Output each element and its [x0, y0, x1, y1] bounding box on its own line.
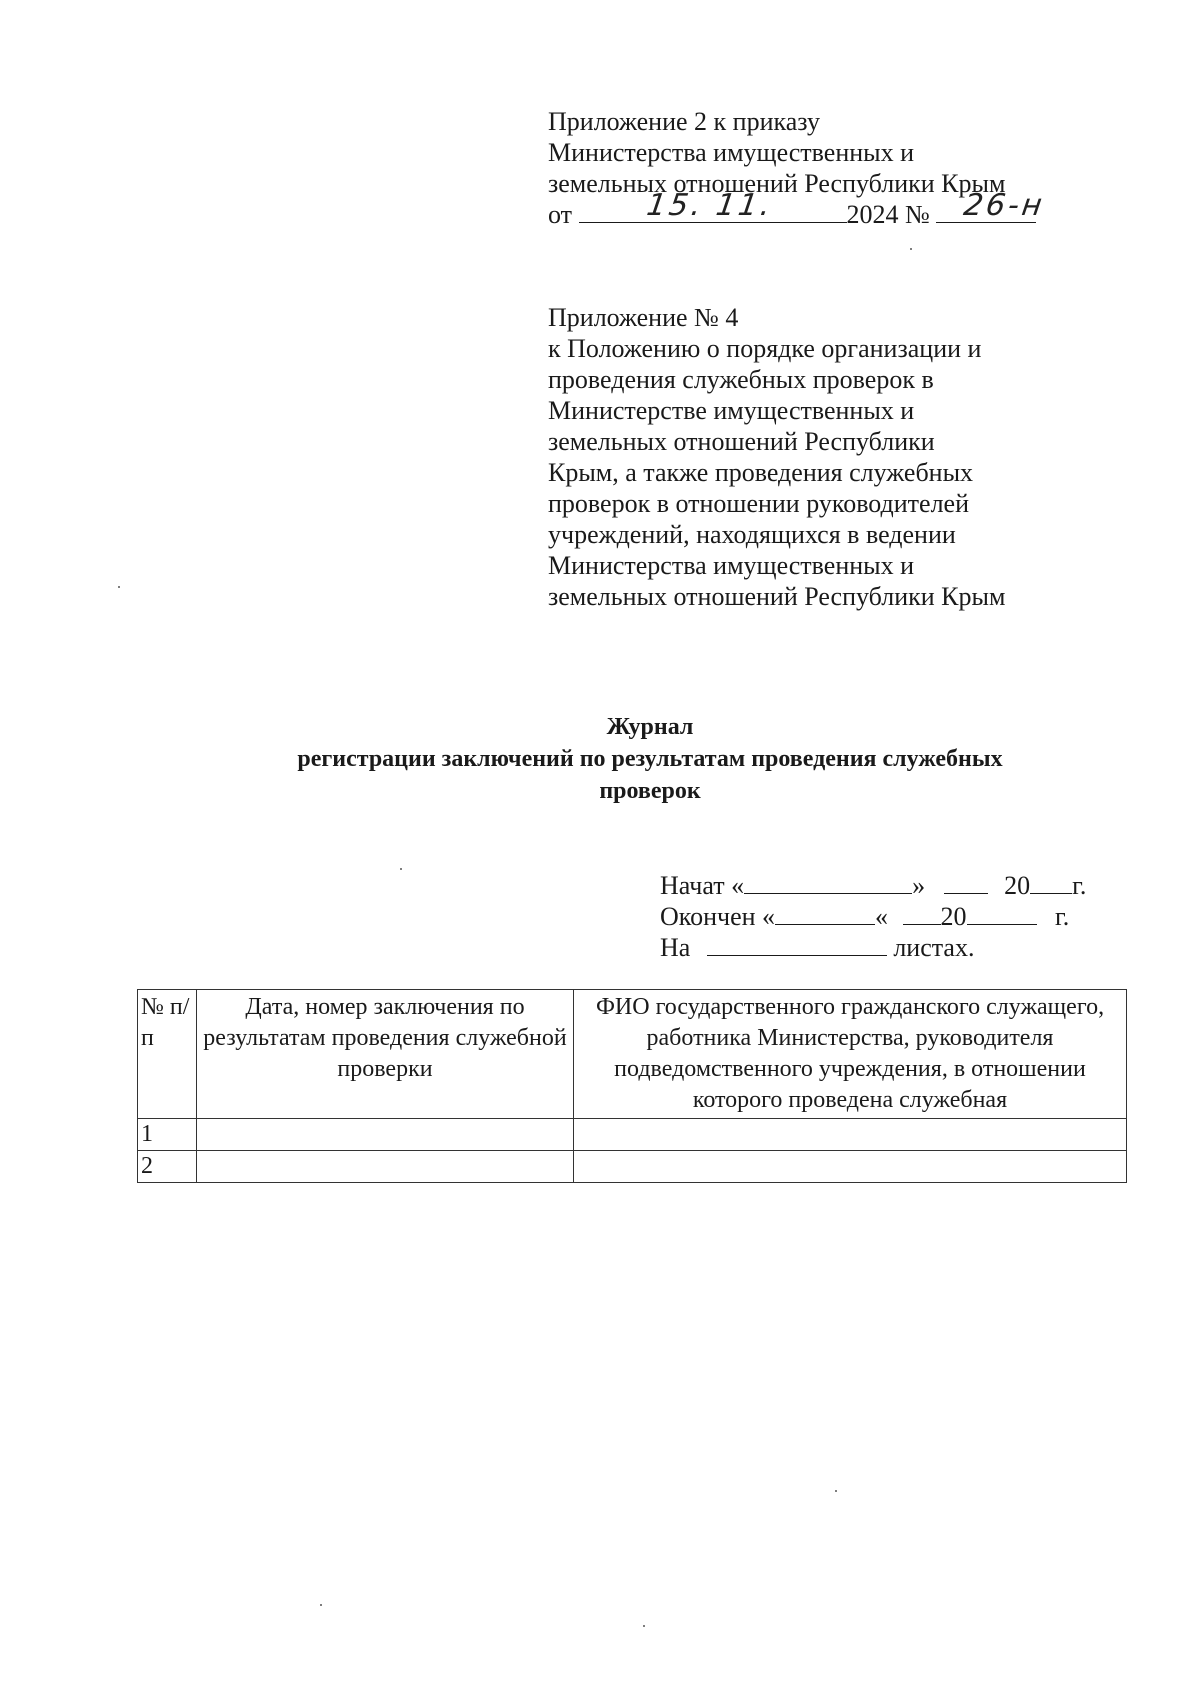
journal-table [137, 989, 1127, 1183]
order-date-line [548, 188, 1108, 230]
row-number: 2 [138, 1151, 197, 1183]
appendix-4-line: проведения служебных проверок в [548, 365, 934, 394]
appendix-2-line-3: земельных отношений Республики Крым [548, 169, 1006, 198]
row-date-number [197, 1119, 574, 1151]
started-quote-close: » [912, 871, 926, 900]
sheets-count-field [707, 933, 887, 956]
appendix-4-line: проверок в отношении руководителей [548, 489, 970, 518]
header-number: № п/п [138, 990, 197, 1119]
started-blank-field [944, 871, 988, 894]
appendix-4-line: земельных отношений Республики Крым [548, 582, 1006, 611]
started-year-suffix: г. [1072, 871, 1087, 900]
started-year-field [1030, 871, 1072, 894]
table-header-row [138, 990, 1127, 1119]
scan-speck [320, 1604, 322, 1606]
scan-speck [910, 248, 912, 250]
row-date-number [197, 1151, 574, 1183]
row-number: 1 [138, 1119, 197, 1151]
row-employee [574, 1151, 1127, 1183]
started-century: 20 [1004, 871, 1031, 900]
appendix-4-line: к Положению о порядке организации и [548, 334, 982, 363]
ended-day-field [775, 902, 875, 925]
scan-speck [835, 1490, 837, 1492]
scan-speck [643, 1625, 645, 1627]
appendix-4-line: Министерства имущественных и [548, 551, 915, 580]
ended-quote-close: « [875, 902, 889, 931]
ended-month-field [903, 902, 941, 925]
ended-year-field [967, 902, 1037, 925]
appendix-4-line: земельных отношений Республики [548, 427, 935, 456]
table-row [138, 1151, 1127, 1183]
ended-row [660, 901, 1086, 932]
started-row [660, 870, 1086, 901]
header-employee: ФИО государственного гражданского служащего, работника Министерства, руководителя подведомственного учреждения, в отношении которого проведена служебная [574, 990, 1127, 1119]
scan-speck [118, 586, 120, 588]
table-row [138, 1119, 1127, 1151]
appendix-2-line-2: Министерства имущественных и [548, 138, 915, 167]
journal-subtitle-line-1: регистрации заключений по результатам проведения служебных [297, 746, 1003, 772]
handwritten-order-number: 26-н [961, 188, 1048, 223]
order-date-field [579, 188, 847, 223]
appendix-2-line-1: Приложение 2 к приказу [548, 107, 821, 136]
appendix-4-line: Министерстве имущественных и [548, 396, 915, 425]
row-employee [574, 1119, 1127, 1151]
order-number-field [936, 188, 1048, 223]
started-day-month-field [744, 871, 912, 894]
ended-century: 20 [940, 902, 967, 931]
from-label: от [548, 200, 573, 229]
journal-subtitle-line-2: проверок [599, 778, 701, 804]
appendix-4-header [548, 302, 1108, 612]
handwritten-date: 15. 11. [644, 188, 775, 223]
appendix-2-header [548, 106, 1108, 230]
started-label: Начат « [660, 871, 745, 900]
ended-year-suffix: г. [1055, 902, 1070, 931]
appendix-4-line: Крым, а также проведения служебных [548, 458, 974, 487]
journal-period [660, 870, 1086, 963]
scan-speck [400, 868, 402, 870]
journal-title: Журнал [606, 714, 694, 740]
sheets-suffix: листах. [893, 933, 975, 962]
appendix-4-line: учреждений, находящихся в ведении [548, 520, 956, 549]
year-number-label: 2024 № [846, 200, 930, 229]
ended-label: Окончен « [660, 902, 776, 931]
header-date-number: Дата, номер заключения по результатам проведения служебной проверки [197, 990, 574, 1119]
sheets-row [660, 932, 1086, 963]
appendix-4-line: Приложение № 4 [548, 303, 739, 332]
sheets-label: На [660, 933, 691, 962]
